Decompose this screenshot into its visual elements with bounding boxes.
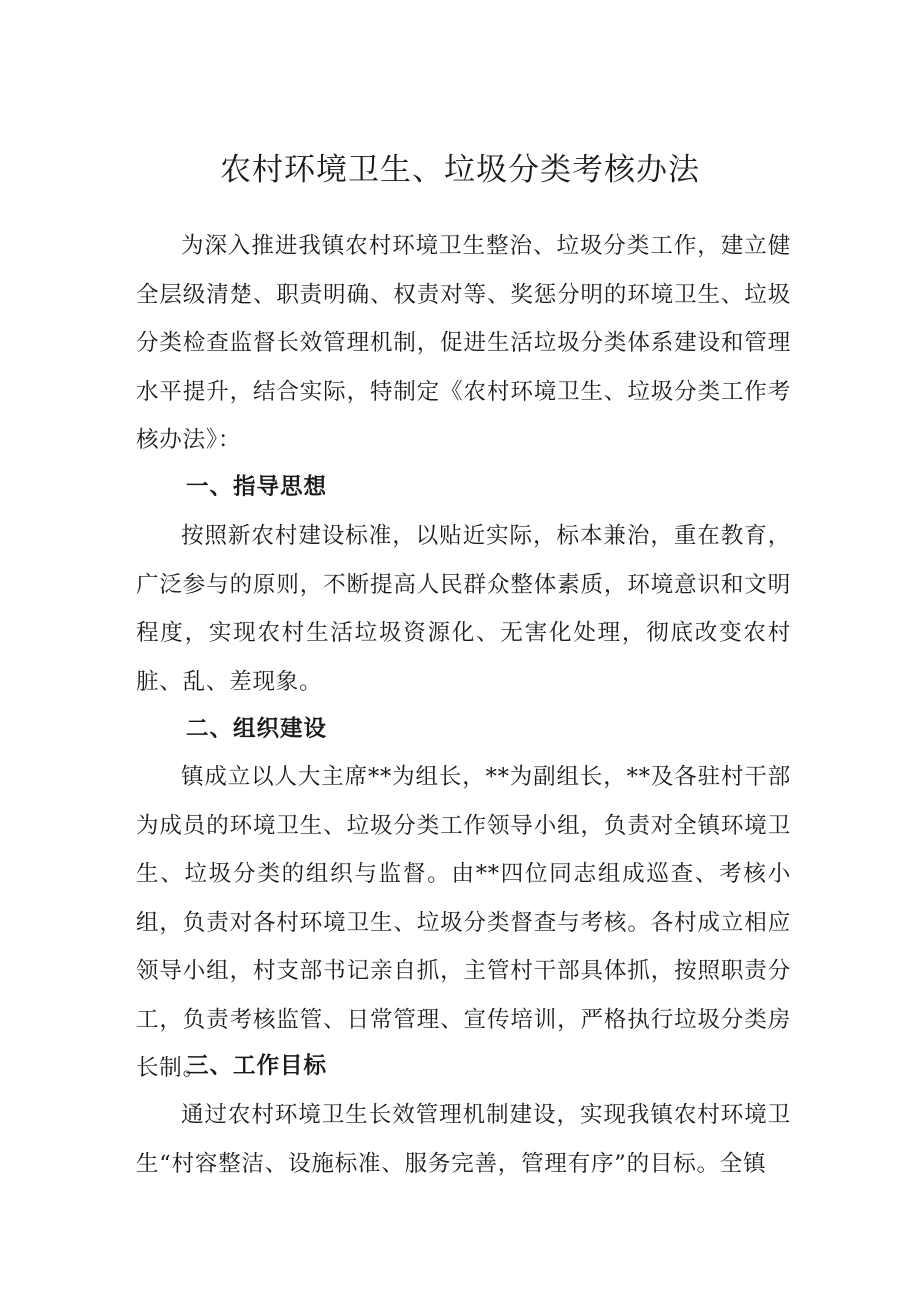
section-body-work-goals: 通过农村环境卫生长效管理机制建设，实现我镇农村环境卫生“村容整洁、设施标准、服务完善，管理有序”的目标。全镇 (136, 1102, 791, 1177)
section-heading-guiding-ideology: 一、指导思想 (186, 474, 328, 500)
intro-paragraph: 为深入推进我镇农村环境卫生整治、垃圾分类工作，建立健全层级清楚、职责明确、权责对等、奖惩分明的环境卫生、垃圾分类检查监督长效管理机制，促进生活垃圾分类体系建设和管理水平提升，结合实际，特制定《农村环境卫生、垃圾分类工作考核办法》： (136, 233, 791, 453)
section-body-guiding-ideology: 按照新农村建设标准，以贴近实际，标本兼治，重在教育，广泛参与的原则，不断提高人民群众整体素质，环境意识和文明程度，实现农村生活垃圾资源化、无害化处理，彻底改变农村脏、乱、差现象。 (136, 523, 791, 695)
document-title: 农村环境卫生、垃圾分类考核办法 (220, 152, 700, 188)
section-heading-work-goals: 三、工作目标 (186, 1053, 328, 1079)
section-body-organization: 镇成立以人大主席**为组长，**为副组长，**及各驻村干部为成员的环境卫生、垃圾分类工作领导小组，负责对全镇环境卫生、垃圾分类的组织与监督。由**四位同志组成巡查、考核小组，负责对各村环境卫生、垃圾分类督查与考核。各村成立相应领导小组，村支部书记亲自抓，主管村干部具体抓，按照职责分工，负责考核监管、日常管理、宣传培训，严格执行垃圾分类房长制。 (136, 764, 791, 1081)
section-heading-organization: 二、组织建设 (186, 716, 328, 742)
